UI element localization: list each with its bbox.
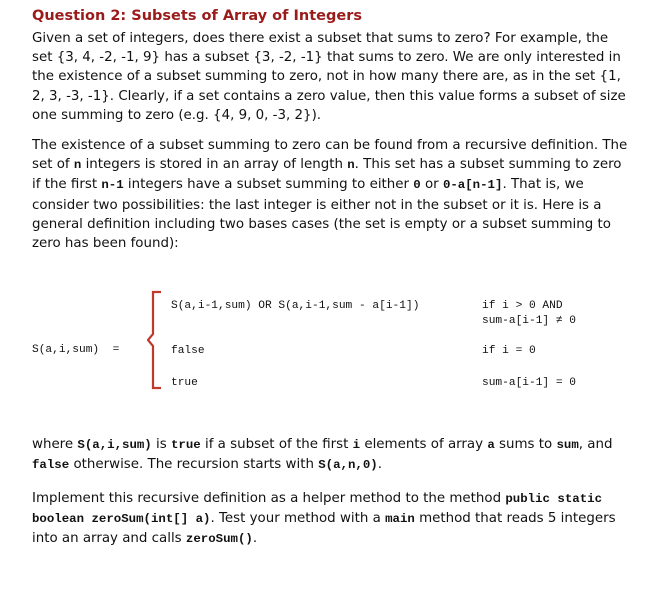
intro-paragraph: Given a set of integers, does there exist a subset that sums to zero? For example, the set {3, 4, -2, -1, 9} has a subset {3, -2, -1} that sums to zero. We are only interested in the existence of a subset summing to zero, not in how many there are, as in the set {1, 2, 3, -3, -1}. Clearly, if a set contains a zero value, then this value forms a subset of size one summing to zero (e.g. {4, 9, 0, -3, 2}). — [32, 31, 626, 123]
case2-condition: if i = 0 — [482, 345, 536, 357]
case2-expression: false — [171, 345, 205, 357]
case3-condition: sum-a[i-1] = 0 — [482, 377, 576, 389]
case1-expression: S(a,i-1,sum) OR S(a,i-1,sum - a[i-1]) — [171, 300, 420, 312]
case1-condition-b: sum-a[i-1] ≠ 0 — [482, 315, 576, 327]
explanation-paragraph: where S(a,i,sum) is true if a subset of the first i elements of array a sums to sum, and false otherwise. The recursion starts with S(a,n,0). — [32, 437, 613, 473]
definition-lhs: S(a,i,sum) = — [32, 344, 120, 356]
definition-brace — [147, 290, 167, 390]
question-title: Question 2: Subsets of Array of Integers — [32, 8, 362, 24]
case3-expression: true — [171, 377, 198, 389]
recursion-paragraph: The existence of a subset summing to zero can be found from a recursive definition. The set of n integers is stored in an array of length n. This set has a subset summing to zero if the first n-1 integers have a subset summing to either 0 or 0-a[n-1]. That is, we consider two possibilities: the last integer is either not in the subset or it is. Here is a general definition including two bases cases (the set is empty or a subset summing to zero has been found): — [32, 138, 628, 252]
task-paragraph: Implement this recursive definition as a helper method to the method public static boolean zeroSum(int[] a). Test your method with a main method that reads 5 integers into an array and calls zeroSum(). — [32, 491, 616, 547]
case1-condition-a: if i > 0 AND — [482, 300, 563, 312]
